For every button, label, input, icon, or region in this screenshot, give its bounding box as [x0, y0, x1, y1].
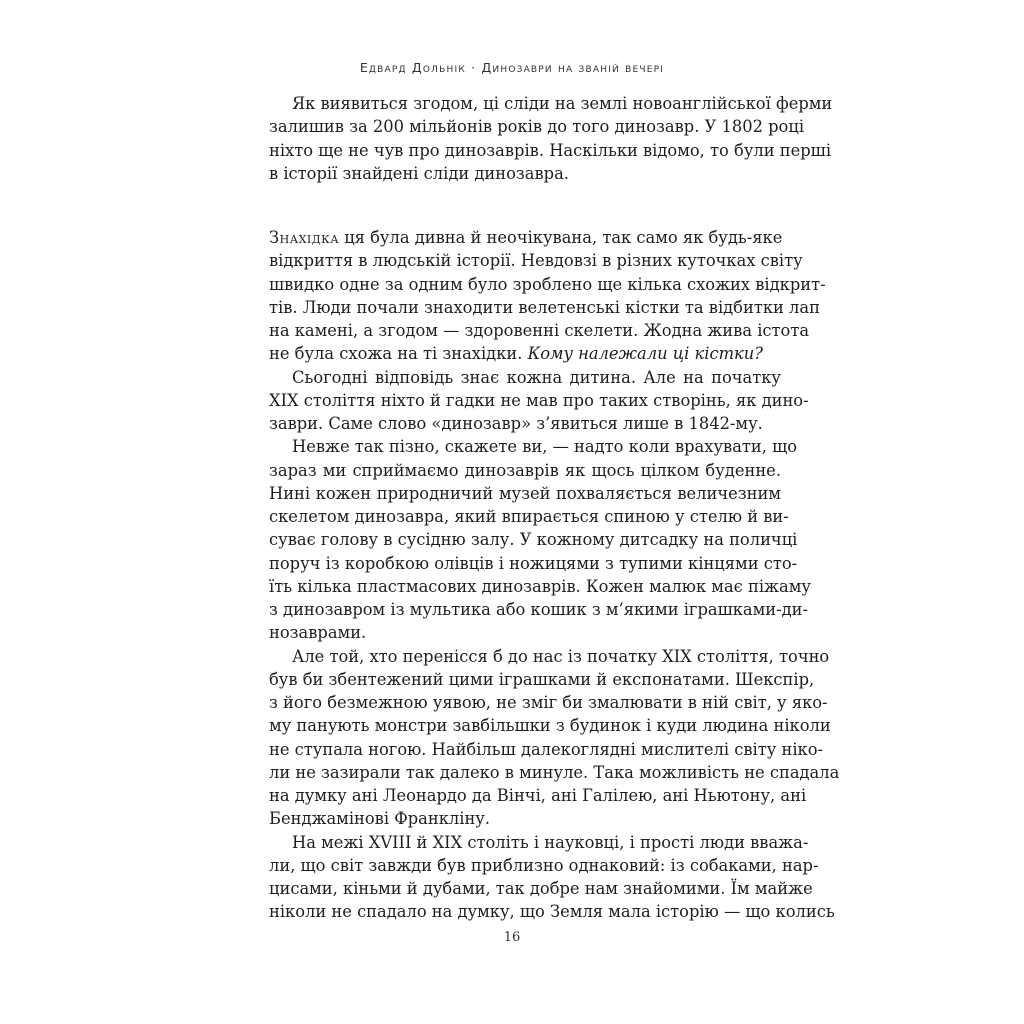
running-head-author: Едвард Дольнік — [359, 60, 466, 75]
text-line: Невже так пізно, скажете ви, — надто коли врахувати, що — [292, 437, 798, 457]
italic-question: Кому належали ці кістки? — [527, 344, 763, 364]
text-line: тів. Люди почали знаходити велетенські кістки та відбитки лап — [269, 297, 820, 317]
text-line — [269, 226, 781, 249]
text-line: на думку ані Леонардо да Вінчі, ані Галілею, ані Ньютону, ані — [269, 786, 807, 805]
text-line: ли не зазирали так далеко в минуле. Така можливість не спадала — [269, 762, 840, 782]
text-line: з його безмежною уявою, не зміг би змалювати в ній світ, у яко- — [269, 693, 828, 712]
text-line: на камені, а згодом — здоровенні скелети. Жодна жива істота — [269, 321, 810, 340]
text-line: їть кілька пластмасових динозаврів. Кожен малюк має піжаму — [269, 576, 811, 596]
running-head-separator: · — [465, 60, 482, 75]
text-line: XIX століття ніхто й гадки не мав про таких створінь, як дино- — [269, 390, 809, 410]
text-line: був би збентежений цими іграшками й експонатами. Шекспір, — [269, 669, 815, 689]
text-line: нозаврами. — [269, 623, 367, 643]
text-line: залишив за 200 мільйонів років до того динозавр. У 1802 році — [269, 117, 805, 137]
page-number: 16 — [503, 930, 521, 945]
running-head — [0, 60, 1024, 75]
text-line: скелетом динозавра, який впирається спиною у стелю й ви- — [269, 507, 789, 526]
text-line: На межі XVIII й XIX століть і науковці, і прості люди вважа- — [292, 832, 809, 852]
text-line: ніхто ще не чув про динозаврів. Наскільки відомо, то були перші — [269, 140, 832, 160]
text-line: Нині кожен природничий музей похваляється величезним — [269, 483, 781, 503]
text-line: в історії знайдені сліди динозавра. — [269, 163, 569, 183]
text-line: суває голову в сусідню залу. У кожному дитсадку на поличці — [269, 530, 798, 550]
section-lead-smallcaps: Знахідка — [269, 228, 340, 247]
text-line: поруч із коробкою олівців і ножицями з тупими кінцями сто- — [269, 553, 798, 573]
text-fragment: не була схожа на ті знахідки. — [269, 344, 528, 364]
text-fragment: ця була дивна й неочікувана, так само як будь-яке — [339, 228, 783, 247]
text-line: му панують монстри завбільшки з будинок і куди людина ніколи — [269, 716, 831, 736]
text-line: ли, що світ завжди був приблизно однаковий: із собаками, нар- — [269, 855, 819, 875]
text-line: ніколи не спадало на думку, що Земля мала історію — що колись — [269, 902, 835, 922]
running-head-title: Динозаври на званій вечері — [481, 60, 665, 75]
text-line: цисами, кіньми й дубами, так добре нам знайомими. Їм майже — [269, 879, 813, 898]
text-line: Бенджамінові Франкліну. — [269, 809, 491, 829]
text-line — [269, 342, 781, 365]
text-block-opening — [269, 92, 833, 185]
text-line: Сьогодні відповідь знає кожна дитина. Але на початку — [292, 367, 781, 387]
text-line: заври. Саме слово «динозавр» з’явиться лише в 1842-му. — [269, 414, 763, 433]
text-line: не ступала ногою. Найбільш далекоглядні мислителі світу ніко- — [269, 739, 824, 759]
text-line: Але той, хто перенісся б до нас із початку XIX століття, точно — [292, 646, 830, 666]
text-block-section — [269, 226, 840, 924]
text-line: Як виявиться згодом, ці сліди на землі новоанглійської ферми — [292, 94, 833, 113]
text-line: відкриття в людській історії. Невдовзі в різних куточках світу — [269, 251, 803, 271]
text-line: швидко одне за одним було зроблено ще кілька схожих відкрит- — [269, 274, 826, 294]
text-line: зараз ми сприймаємо динозаврів як щось цілком буденне. — [269, 460, 781, 480]
text-line: з динозавром із мультика або кошик з м’якими іграшками-ди- — [269, 600, 808, 619]
